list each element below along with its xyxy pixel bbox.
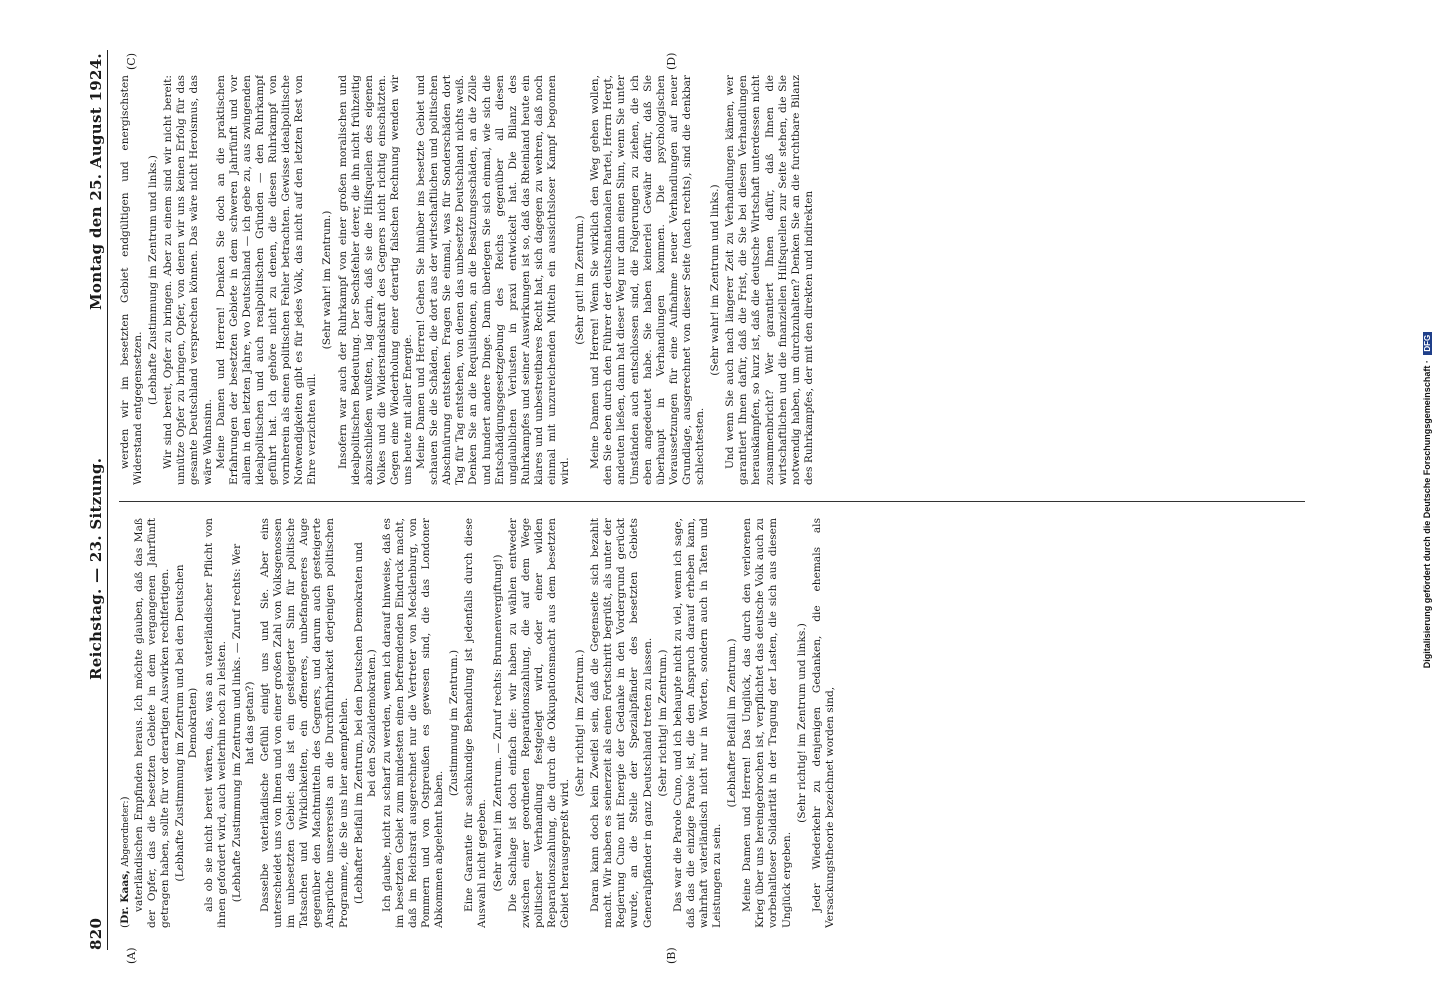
paragraph: Und wenn Sie auch nach längerer Zeit zu Verhandlungen kämen, wer garantiert Ihnen dafür, daß die Frist, die Sie bei diesen Verhandlungen herauskämpfen, so kurz ist, daß die deutsche Wirtschaft unterdessen nicht zusammenbricht? Wer garantiert Ihnen dafür, daß Ihnen die wirtschaftlichen und die finanziellen Hilfsquellen zur Seite stehen, die Sie notwendig haben, um durchzuhalten? Denken Sie an die furchtbare Bilanz des Ruhrkampfes, der mit den direkten und indirekten	[724, 75, 815, 485]
rotated-print-sheet	[85, 50, 1315, 964]
paragraph: Die Sachlage ist doch einfach die: wir haben zu wählen entweder zwischen einer geordneten Reparationszahlung, die auf dem Wege politischer Verhandlung festgelegt wird, oder einer wilden Reparationszahlung, die durch die Okkupationsmacht aus dem besetzten Gebiet herausgepreßt wird.	[506, 518, 571, 928]
paragraph: Insofern war auch der Ruhrkampf von einer großen moralischen und idealpolitischen Bedeutung. Der Sechsfehler derer, die ihn nicht frühzeitig abzuschließen wußten, lag darin, daß sie die Hilfsquellen des eigenen Volkes und die Widerstandskraft des Gegners nicht richtig einschätzten. Gegen eine Wiederholung einer derartig falschen Rechnung wenden wir uns heute mit aller Energie.	[336, 75, 414, 485]
paragraph: Meine Damen und Herren! Denken Sie doch an die praktischen Erfahrungen der besetzten Gebiete in dem schweren Jahrfünft und vor allem in den letzten Jahre, wo Deutschland — ich gebe zu, aus zwingenden idealpolitischen und auch realpolitischen Gründen — den Ruhrkampf geführt hat. Ich gehöre nicht zu denen, die diesen Ruhrkampf von vornherein als einen politischen Fehler betrachten. Gewisse idealpolitische Notwendigkeiten gibt es für jedes Volk, das nicht auf den letzten Rest von Ehre verzichten will.	[214, 75, 319, 485]
reaction: (Lebhafter Beifall im Zentrum.)	[726, 638, 739, 808]
paragraph: Meine Damen und Herren! Gehen Sie hinüber ins besetzte Gebiet und schauen Sie die Schäden, die dort aus der wirtschaftlichen und politischen Abschnürung entstehen. Fragen Sie einmal, was für Sonderschäden dort Tag für Tag entstehen, von denen das unbesetzte Deutschland nichts weiß. Denken Sie an die Requisitionen, an die Besatzungsschäden, an die Zölle und hundert andere Dinge. Dann überlegen Sie sich einmal, wie sich die Entschädigungsgesetzgebung des Reichs gegenüber all diesen unglaublichen Verlusten in praxi entwickelt hat. Die Bilanz des Ruhrkampfes und seiner Auswirkungen ist so, daß das Rheinland heute ein klares und unbestreitbares Recht hat, sich dagegen zu wehren, daß noch einmal mit unzureichenden Mitteln ein aussichtsloser Kampf begonnen wird.	[415, 75, 572, 485]
paragraph: Wir sind bereit, Opfer zu bringen. Aber zu einem sind wir nicht bereit: unnütze Opfer zu bringen, Opfer, von denen wir uns keinen Erfolg für das gesamte Deutschland versprechen können. Das wäre nicht Heroismus, das wäre Wahnsinn.	[162, 75, 214, 485]
reaction: (Lebhafte Zustimmung im Zentrum und bei den Deutschen Demokraten)	[174, 564, 200, 882]
speaker-role: Abgeordneter:	[121, 800, 131, 867]
reaction: (Lebhafte Zustimmung im Zentrum und links.)	[147, 155, 160, 405]
paragraph: Eine Garantie für sachkundige Behandlung ist jedenfalls durch diese Auswahl nicht gegeben.	[463, 518, 489, 928]
paragraph: werden wir im besetzten Gebiet endgültigen und energischsten Widerstand entgegensetzen.	[119, 75, 145, 485]
paragraph: Daran kann doch kein Zweifel sein, daß die Gegenseite sich bezahlt macht. Wir haben es seinerzeit als einen Fortschritt begrüßt, als unter der Regierung Cuno mit Energie der Gedanke in den Vordergrund gerückt wurde, an die Stelle der Spezialpfänder des besetzten Gebiets Generalpfänder in ganz Deutschland treten zu lassen.	[589, 518, 654, 928]
reaction: (Lebhafter Beifall im Zentrum, bei den Deutschen Demokraten und bei den Sozialdemokraten.)	[352, 542, 378, 904]
speaker-line: (Dr. Kaas, Abgeordneter:)	[119, 796, 131, 928]
paragraph: als ob sie nicht bereit wären, das, was an vaterländischer Pflicht von ihnen gefordert wird, auch weiterhin noch zu leisten.	[202, 518, 228, 928]
credit-text: Digitalisierung gefördert durch die Deutsche Forschungsgemeinschaft	[1422, 365, 1432, 669]
header-session: Reichstag. — 23. Sitzung.	[87, 457, 105, 680]
paragraph: Dasselbe vaterländische Gefühl einigt uns und Sie. Aber eins unterscheidet uns von Ihnen und von einer großen Zahl von Volksgenossen im unbesetzten Gebiet: das ist ein gesteigerter Sinn für politische Tatsachen und Wirklichkeiten, ein offeneres, unbefangeneres Auge gegenüber den Machtmitteln des Gegners, und darum auch gesteigerte Ansprüche unsererseits an die Durchführbarkeit derjenigen politischen Programme, die Sie uns hier anempfehlen.	[258, 518, 350, 928]
reaction: (Zustimmung im Zentrum.)	[448, 649, 461, 797]
reaction: (Sehr wahr! im Zentrum und links.)	[709, 184, 722, 376]
reaction: (Sehr wahr! im Zentrum. — Zuruf rechts: Brunnenvergiftung!)	[491, 554, 504, 892]
column-divider	[119, 501, 1305, 502]
paragraph: Jeder Wiederkehr zu denjenigen Gedanken, die ehemals als Versackungstheorie bezeichnet worden sind,	[810, 518, 836, 928]
header-date: Montag den 25. August 1924.	[87, 53, 105, 310]
reaction: (Sehr wahr! im Zentrum.)	[321, 210, 334, 350]
paragraph: vaterländischen Empfinden heraus. Ich möchte glauben, daß das Maß der Opfer, das die besetzten Gebiete in dem vergangenen Jahrfünft getragen haben, sollte für vor derartigen Auswirken rechtfertigen.	[133, 518, 172, 928]
text-column-right	[119, 75, 1305, 485]
reaction: (Sehr richtig! im Zentrum.)	[574, 649, 587, 797]
header-rule	[107, 50, 108, 950]
reaction: (Sehr gut! im Zentrum.)	[574, 215, 587, 345]
paragraph: Ich glaube, nicht zu scharf zu werden, wenn ich darauf hinweise, daß es im besetzten Gebiet zum mindesten einen befremdenden Eindruck macht, daß im Reichsrat ausgerechnet nur die Vertreter von Mecklenburg, von Pommern und von Ostpreußen es gewesen sind, die das Londoner Abkommen abgelehnt haben.	[380, 518, 446, 928]
margin-marker-a: (A)	[125, 947, 138, 964]
dfg-logo: DFG	[1423, 332, 1432, 355]
reaction: (Sehr richtig! im Zentrum.)	[656, 649, 669, 797]
paragraph: Das war die Parole Cuno, und ich behaupte nicht zu viel, wenn ich sage, daß das die einzige Parole ist, die den Anspruch darauf erheben kann, wahrhaft vaterländisch nicht nur in Worten, sondern auch in Taten und Leistungen zu sein.	[671, 518, 724, 928]
reaction: (Lebhafte Zustimmung im Zentrum und links. — Zuruf rechts: Wer hat das getan?)	[230, 543, 256, 903]
reaction: (Sehr richtig! im Zentrum und links.)	[795, 623, 808, 823]
paragraph: Meine Damen und Herren! Das Unglück, das durch den verlorenen Krieg über uns hereingebrochen ist, verpflichtet das deutsche Volk auch zu vorbehaltloser Solidarität in der Tragung der Lasten, die sich aus diesem Unglück ergeben.	[741, 518, 793, 928]
margin-marker-c: (C)	[125, 53, 138, 70]
margin-marker-d: (D)	[665, 52, 678, 70]
paragraph: Meine Damen und Herren! Wenn Sie wirklich den Weg gehen wollen, den Sie eben durch den Führer der deutschnationalen Partei, Herrn Hergt, andeuten ließen, dann hat dieser Weg nur dann einen Sinn, wenn Sie unter Umständen auch entschlossen sind, die Folgerungen zu ziehen, die ich eben angedeutet habe. Sie haben keinerlei Gewähr dafür, daß Sie überhaupt in Verhandlungen kommen. Die psychologischen Voraussetzungen für eine Aufnahme neuer Verhandlungen auf neuer Grundlage, ausgerechnet von dieser Seite (nach rechts), sind die denkbar schlechtesten.	[589, 75, 707, 485]
digitization-credit: Digitalisierung gefördert durch die Deutsche Forschungsgemeinschaft · DFG	[1422, 150, 1434, 850]
text-column-left	[119, 518, 1305, 928]
speaker-name: Dr. Kaas,	[119, 870, 131, 924]
page-number: 820	[87, 917, 105, 950]
margin-marker-b: (B)	[665, 947, 678, 964]
